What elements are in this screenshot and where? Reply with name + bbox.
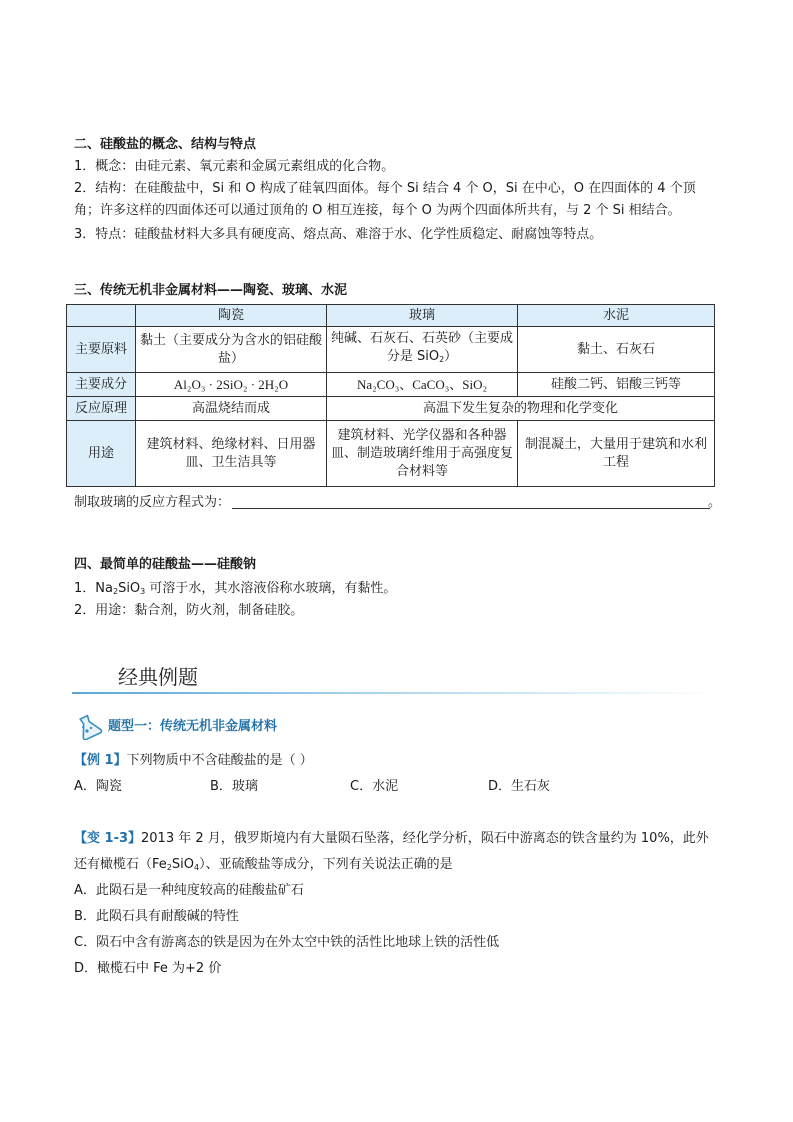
row-head-principle: 反应原理 bbox=[67, 397, 136, 421]
example-1-text: 下列物质中不含硅酸盐的是（ ） bbox=[126, 753, 313, 768]
variant-1-3-line-1 bbox=[74, 830, 709, 848]
cell-glass-raw bbox=[327, 327, 518, 373]
cell-cement-uses: 制混凝土，大量用于建筑和水利工程 bbox=[518, 421, 715, 487]
classic-examples-underline bbox=[72, 692, 718, 694]
table-row bbox=[67, 373, 715, 397]
header-glass: 玻璃 bbox=[327, 305, 518, 327]
example-1-question bbox=[74, 752, 313, 770]
example-1-option-c[interactable]: C．水泥 bbox=[350, 779, 399, 794]
row-head-uses: 用途 bbox=[67, 421, 136, 487]
cell-cement-raw: 黏土、石灰石 bbox=[518, 327, 715, 373]
cell-glass-cement-principle: 高温下发生复杂的物理和化学变化 bbox=[327, 397, 715, 421]
section-4-title: 四、最简单的硅酸盐——硅酸钠 bbox=[74, 557, 257, 572]
sec4-l1-c: 可溶于水，其水溶液俗称水玻璃，有黏性。 bbox=[145, 581, 397, 596]
header-blank bbox=[67, 305, 136, 327]
cell-glass-uses: 建筑材料、光学仪器和各种器皿、制造玻璃纤维用于高强度复合材料等 bbox=[327, 421, 518, 487]
var-q2-a: 还有橄榄石（Fe bbox=[74, 857, 167, 872]
variant-1-3-tag: 【变 1-3】 bbox=[74, 831, 142, 846]
variant-1-3-text: 2013 年 2 月，俄罗斯境内有大量陨石坠落，经化学分析，陨石中游离态的铁含量约为 10%，此外 bbox=[141, 831, 709, 846]
cell-ceramics-uses: 建筑材料、绝缘材料、日用器皿、卫生洁具等 bbox=[136, 421, 327, 487]
section-2-title: 二、硅酸盐的概念、结构与特点 bbox=[74, 137, 257, 152]
table-header-row bbox=[67, 305, 715, 327]
cell-ceramics-comp: Al₂O₃ · 2SiO₂ · 2H₂O bbox=[136, 373, 327, 397]
table-row bbox=[67, 327, 715, 373]
sec4-l1-b: SiO bbox=[118, 581, 141, 596]
cell-glass-comp: Na₂CO₃、CaCO₃、SiO₂ bbox=[327, 373, 518, 397]
cell-ceramics-raw: 黏土（主要成分为含水的铝硅酸盐） bbox=[136, 327, 327, 373]
variant-1-3-option-a[interactable]: A．此陨石是一种纯度较高的硅酸盐矿石 bbox=[74, 883, 304, 898]
glass-raw-text: 纯碱、石灰石、石英砂（主要成分是 SiO bbox=[330, 331, 513, 364]
sec4-l1-a: 1．Na bbox=[74, 581, 113, 596]
var-q2-sub2: 4 bbox=[193, 863, 200, 872]
cell-ceramics-principle: 高温烧结而成 bbox=[136, 397, 327, 421]
sec4-line-2: 2．用途：黏合剂，防火剂，制备硅胶。 bbox=[74, 603, 304, 618]
var-q2-b: SiO bbox=[171, 857, 194, 872]
classic-examples-title: 经典例题 bbox=[118, 665, 198, 689]
example-1-option-a[interactable]: A．陶瓷 bbox=[74, 779, 122, 794]
example-1-option-b[interactable]: B．玻璃 bbox=[210, 779, 258, 794]
variant-1-3-option-d[interactable]: D．橄榄石中 Fe 为+2 价 bbox=[74, 961, 222, 976]
question-type-label: 题型一：传统无机非金属材料 bbox=[108, 719, 278, 734]
flask-icon bbox=[74, 712, 104, 740]
sec2-line-3: 3．特点：硅酸盐材料大多具有硬度高、熔点高、难溶于水、化学性质稳定、耐腐蚀等特点。 bbox=[74, 227, 603, 242]
table-row bbox=[67, 397, 715, 421]
variant-1-3-option-b[interactable]: B．此陨石具有耐酸碱的特性 bbox=[74, 909, 239, 924]
sec4-l1-sub1: 2 bbox=[112, 587, 119, 596]
section-3-title: 三、传统无机非金属材料——陶瓷、玻璃、水泥 bbox=[74, 283, 348, 298]
cell-cement-comp: 硅酸二钙、铝酸三钙等 bbox=[518, 373, 715, 397]
equation-blank-line[interactable] bbox=[232, 508, 710, 509]
sec2-line-2: 2．结构：在硅酸盐中，Si 和 O 构成了硅氧四面体。每个 Si 结合 4 个 O，Si 在中心，O 在四面体的 4 个顶 bbox=[74, 181, 696, 196]
variant-1-3-option-c[interactable]: C．陨石中含有游离态的铁是因为在外太空中铁的活性比地球上铁的活性低 bbox=[74, 935, 500, 950]
equation-prompt: 制取玻璃的反应方程式为： bbox=[74, 495, 231, 510]
materials-table bbox=[66, 304, 715, 487]
equation-end-mark: 。 bbox=[708, 495, 722, 510]
header-cement: 水泥 bbox=[518, 305, 715, 327]
example-1-option-d[interactable]: D．生石灰 bbox=[488, 779, 551, 794]
var-q2-c: ）、亚硫酸盐等成分，下列有关说法正确的是 bbox=[199, 857, 453, 872]
sec4-line-1 bbox=[74, 580, 396, 601]
row-head-main-components: 主要成分 bbox=[67, 373, 136, 397]
var-q2-sub1: 2 bbox=[166, 863, 172, 872]
row-head-raw-materials: 主要原料 bbox=[67, 327, 136, 373]
glass-raw-end: ） bbox=[444, 349, 458, 364]
sec2-line-2b: 角；许多这样的四面体还可以通过顶角的 O 相互连接，每个 O 为两个四面体所共有，与 2 个 Si 相结合。 bbox=[74, 203, 681, 218]
table-row bbox=[67, 421, 715, 487]
variant-1-3-line-2 bbox=[74, 856, 453, 877]
example-1-tag: 【例 1】 bbox=[74, 753, 127, 768]
sec4-l1-sub2: 3 bbox=[140, 587, 146, 596]
glass-raw-sub: 2 bbox=[439, 355, 445, 364]
sec2-line-1: 1．概念：由硅元素、氧元素和金属元素组成的化合物。 bbox=[74, 159, 395, 174]
header-ceramics: 陶瓷 bbox=[136, 305, 327, 327]
